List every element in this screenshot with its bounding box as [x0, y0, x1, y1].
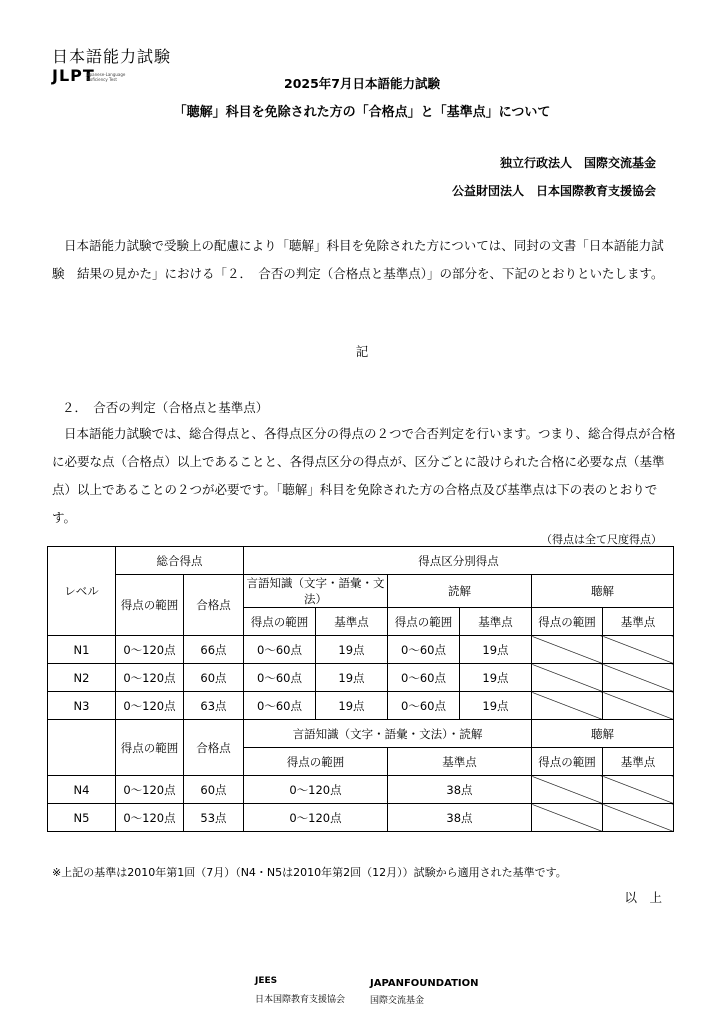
organization-jf: 独立行政法人 国際交流基金 [499, 156, 656, 170]
row-read-base: 19点 [460, 664, 532, 692]
exempt-cell [603, 636, 674, 664]
row-pass: 60点 [184, 664, 244, 692]
footnote: ※上記の基準は2010年第1回（7月）（N4・N5は2010年第2回（12月））試験から適用された基準です。 [52, 866, 567, 879]
header-level-lower [48, 720, 116, 776]
exempt-cell [603, 692, 674, 720]
header-read-base: 基準点 [460, 608, 532, 636]
section-title: ２． 合否の判定（合格点と基準点） [62, 400, 269, 415]
score-table [47, 546, 674, 832]
table-row [48, 692, 674, 720]
header-total: 総合得点 [116, 547, 244, 575]
header-level: レベル [48, 547, 116, 636]
row-total-range: 0～120点 [116, 776, 184, 804]
row-read-base: 19点 [460, 636, 532, 664]
score-note: （得点は全て尺度得点） [541, 533, 662, 546]
row-lr-base: 38点 [388, 804, 532, 832]
exempt-cell [603, 804, 674, 832]
exempt-cell [603, 664, 674, 692]
header-lang-base: 基準点 [316, 608, 388, 636]
header-listen-range-lower: 得点の範囲 [532, 748, 603, 776]
header-lang-read: 言語知識（文字・語彙・文法）・読解 [244, 720, 532, 748]
row-lang-range: 0～60点 [244, 664, 316, 692]
row-lang-base: 19点 [316, 692, 388, 720]
jf-name: 国際交流基金 [370, 996, 425, 1006]
row-lang-base: 19点 [316, 636, 388, 664]
exempt-cell [532, 692, 603, 720]
intro-paragraph: 日本語能力試験で受験上の配慮により「聴解」科目を免除された方については、同封の文書「日本語能力試験 結果の見かた」における「２． 合否の判定（合格点と基準点）」の部分を、下記のとおりといたします。 [52, 238, 664, 281]
header-listen-base-lower: 基準点 [603, 748, 674, 776]
row-level: N1 [48, 636, 116, 664]
header-reading: 読解 [388, 575, 532, 608]
row-lr-base: 38点 [388, 776, 532, 804]
document-subtitle: 「聴解」科目を免除された方の「合格点」と「基準点」について [173, 105, 551, 120]
header-listen-range: 得点の範囲 [532, 608, 603, 636]
row-level: N2 [48, 664, 116, 692]
row-lr-range: 0～120点 [244, 804, 388, 832]
row-pass: 66点 [184, 636, 244, 664]
exempt-cell [603, 776, 674, 804]
table-row [48, 664, 674, 692]
row-total-range: 0～120点 [116, 804, 184, 832]
row-pass: 53点 [184, 804, 244, 832]
header-lang-range: 得点の範囲 [244, 608, 316, 636]
row-lr-range: 0～120点 [244, 776, 388, 804]
document-title: 2025年7月日本語能力試験 [284, 76, 440, 91]
ki-heading: 記 [355, 344, 369, 359]
jf-logo: JAPANFOUNDATION [370, 978, 479, 989]
jees-name: 日本国際教育支援協会 [255, 995, 346, 1005]
row-pass: 60点 [184, 776, 244, 804]
row-level: N4 [48, 776, 116, 804]
section-body: 日本語能力試験では、総合得点と、各得点区分の得点の２つで合否判定を行います。つまり、総合得点が合格に必要な点（合格点）以上であることと、各得点区分の得点が、区分ごとに設けられた合格に必要な点（基準点）以上であることの２つが必要です。「聴解」科目を免除された方の合格点及び基準点は下の表のとおりです。 [52, 426, 676, 525]
exempt-cell [532, 636, 603, 664]
jees-logo: JEES [255, 976, 278, 986]
row-read-range: 0～60点 [388, 636, 460, 664]
header-pass: 合格点 [184, 575, 244, 636]
closing-ijo: 以 上 [624, 890, 662, 905]
logo-subtitle: Japanese-Language Proficiency Test [86, 72, 126, 82]
row-read-range: 0～60点 [388, 664, 460, 692]
row-total-range: 0～120点 [116, 692, 184, 720]
exempt-cell [532, 804, 603, 832]
header-sectional: 得点区分別得点 [244, 547, 674, 575]
row-level: N5 [48, 804, 116, 832]
header-listen-base: 基準点 [603, 608, 674, 636]
header-pass-lower: 合格点 [184, 720, 244, 776]
row-lang-base: 19点 [316, 664, 388, 692]
row-lang-range: 0～60点 [244, 692, 316, 720]
table-row [48, 636, 674, 664]
header-lr-range: 得点の範囲 [244, 748, 388, 776]
row-total-range: 0～120点 [116, 664, 184, 692]
row-read-range: 0～60点 [388, 692, 460, 720]
header-total-range: 得点の範囲 [116, 575, 184, 636]
row-level: N3 [48, 692, 116, 720]
logo-jlpt: JLPT [52, 66, 95, 85]
exempt-cell [532, 776, 603, 804]
row-read-base: 19点 [460, 692, 532, 720]
header-total-range-lower: 得点の範囲 [116, 720, 184, 776]
header-listening-lower: 聴解 [532, 720, 674, 748]
organization-jees: 公益財団法人 日本国際教育支援協会 [451, 184, 656, 198]
logo-title: 日本語能力試験 [52, 47, 172, 66]
header-read-range: 得点の範囲 [388, 608, 460, 636]
row-lang-range: 0～60点 [244, 636, 316, 664]
row-pass: 63点 [184, 692, 244, 720]
header-listening: 聴解 [532, 575, 674, 608]
table-row [48, 776, 674, 804]
table-row [48, 804, 674, 832]
exempt-cell [532, 664, 603, 692]
header-lang: 言語知識（文字・語彙・文法） [244, 575, 388, 608]
header-lr-base: 基準点 [388, 748, 532, 776]
row-total-range: 0～120点 [116, 636, 184, 664]
